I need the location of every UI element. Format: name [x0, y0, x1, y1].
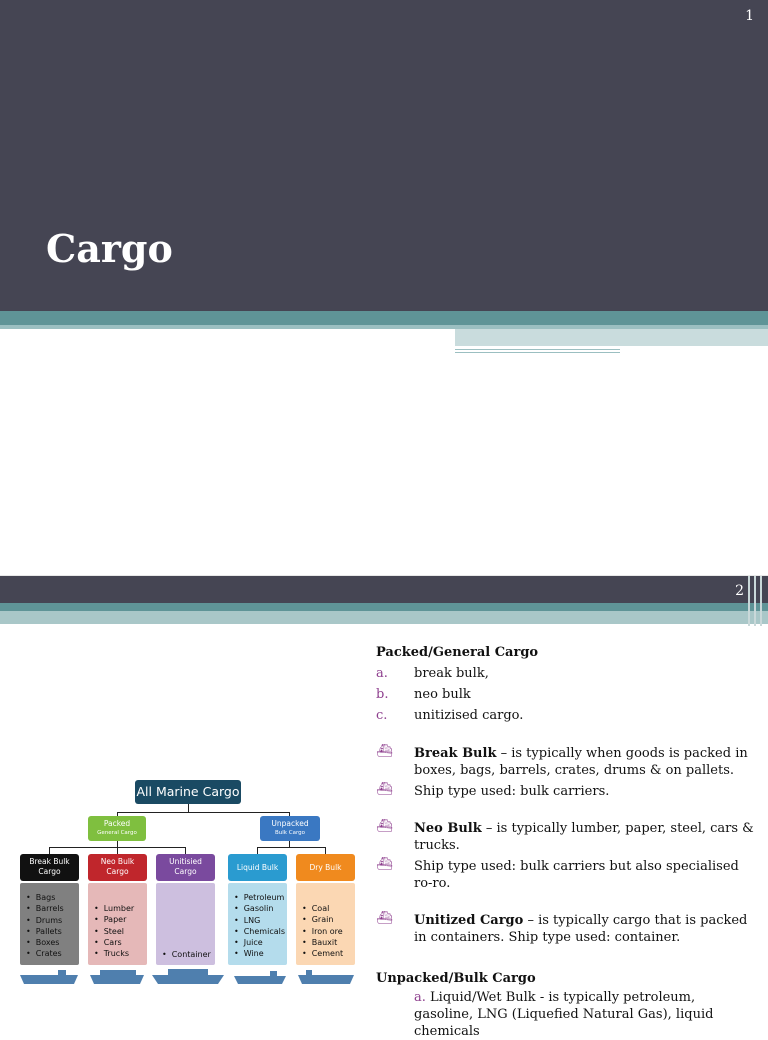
list-item: • Bauxit: [302, 937, 353, 948]
unpacked-title: Unpacked: [271, 819, 309, 828]
ship-bullet-icon: ⛴: [376, 744, 393, 759]
cargo-text: [376, 644, 756, 1040]
bullet-item: ⛴ Neo Bulk – is typically lumber, paper, steel, cars & trucks.: [376, 819, 754, 853]
edge-line: [748, 576, 750, 626]
deck-icon: [100, 970, 136, 976]
list-item: • Cars: [94, 937, 145, 948]
liquid-bulk-list: [228, 883, 287, 965]
list-item: • Steel: [94, 926, 145, 937]
teal-stripe: [0, 311, 768, 325]
packed-title: Packed: [103, 819, 131, 828]
accent-line: [455, 352, 620, 353]
list-item: • LNG: [234, 915, 285, 926]
list-item: • Iron ore: [302, 926, 353, 937]
list-item: • Pallets: [26, 926, 77, 937]
slide-number: 1: [745, 8, 754, 24]
list-item: c. unitizised cargo.: [376, 708, 524, 723]
accent-bar: [455, 329, 768, 346]
neo-bulk-list: [88, 883, 147, 965]
accent-line: [455, 349, 620, 350]
list-item: a. break bulk,: [376, 666, 489, 681]
ship-bullet-icon: ⛴: [376, 911, 393, 926]
containers-icon: [168, 969, 208, 975]
list-item: • Grain: [302, 914, 353, 925]
category-unitised: Unitisied Cargo: [156, 854, 215, 881]
connector: [49, 847, 50, 854]
ship-bullet-icon: ⛴: [376, 857, 393, 872]
ro-ro-ship-icon: [90, 975, 144, 984]
list-item: • Juice: [234, 937, 285, 948]
category-dry-bulk: Dry Bulk: [296, 854, 355, 881]
ship-bullet-icon: ⛴: [376, 819, 393, 834]
ship-bullet-icon: ⛴: [376, 782, 393, 797]
list-item: • Gasolin: [234, 903, 285, 914]
bridge-icon: [270, 971, 277, 976]
packed-node: [88, 816, 146, 841]
edge-line: [754, 576, 756, 626]
connector: [188, 804, 189, 812]
packed-subtitle: General Cargo: [97, 830, 137, 836]
list-item: • Wine: [234, 948, 285, 959]
bridge-icon: [58, 970, 66, 975]
slide-2: [0, 576, 768, 1039]
bulk-ship-icon: [20, 975, 78, 984]
list-item: • Crates: [26, 948, 77, 959]
list-item: • Petroleum: [234, 892, 285, 903]
root-node: All Marine Cargo: [135, 780, 241, 804]
list-item: • Cement: [302, 948, 353, 959]
bridge-icon: [306, 970, 312, 975]
bullet-item: ⛴ Ship type used: bulk carriers.: [376, 782, 610, 799]
category-break-bulk: Break Bulk Cargo: [20, 854, 79, 881]
dry-bulk-ship-icon: [298, 975, 354, 984]
slide-title: Cargo: [46, 226, 173, 271]
list-item: • Coal: [302, 903, 353, 914]
connector: [257, 847, 258, 854]
connector: [325, 847, 326, 854]
connector: [185, 847, 186, 854]
cargo-diagram: [0, 576, 370, 1024]
list-item: • Trucks: [94, 948, 145, 959]
unpacked-heading: Unpacked/Bulk Cargo: [376, 971, 536, 986]
list-item: • Chemicals: [234, 926, 285, 937]
category-liquid-bulk: Liquid Bulk: [228, 854, 287, 881]
unpacked-subtitle: Bulk Cargo: [275, 830, 305, 836]
unitised-list: [156, 883, 215, 965]
dry-bulk-list: [296, 883, 355, 965]
unpacked-node: [260, 816, 320, 841]
connector: [257, 847, 325, 848]
bullet-item: ⛴ Break Bulk – is typically when goods is packed in boxes, bags, barrels, crates, drums & on pallets.: [376, 744, 748, 778]
list-item: b. neo bulk: [376, 687, 471, 702]
list-item: • Container: [162, 949, 213, 960]
category-neo-bulk: Neo Bulk Cargo: [88, 854, 147, 881]
connector: [117, 812, 289, 813]
connector: [117, 847, 118, 854]
list-item: • Paper: [94, 914, 145, 925]
packed-heading: Packed/General Cargo: [376, 645, 539, 660]
break-bulk-list: [20, 883, 79, 965]
container-ship-icon: [152, 975, 224, 984]
list-item: a. Liquid/Wet Bulk - is typically petroleum, gasoline, LNG (Liquefied Natural Gas), liquid chemicals: [414, 990, 714, 1039]
list-item: • Bags: [26, 892, 77, 903]
list-item: • Lumber: [94, 903, 145, 914]
list-item: • Drums: [26, 915, 77, 926]
slide-number: 2: [735, 583, 744, 599]
edge-line: [760, 576, 762, 626]
list-item: • Boxes: [26, 937, 77, 948]
ship-icons: [18, 967, 358, 987]
tanker-ship-icon: [234, 976, 286, 984]
bullet-item: ⛴ Ship type used: bulk carriers but also specialised ro-ro.: [376, 857, 739, 891]
bullet-item: ⛴ Unitized Cargo – is typically cargo that is packed in containers. Ship type used: container.: [376, 911, 748, 945]
list-item: • Barrels: [26, 903, 77, 914]
